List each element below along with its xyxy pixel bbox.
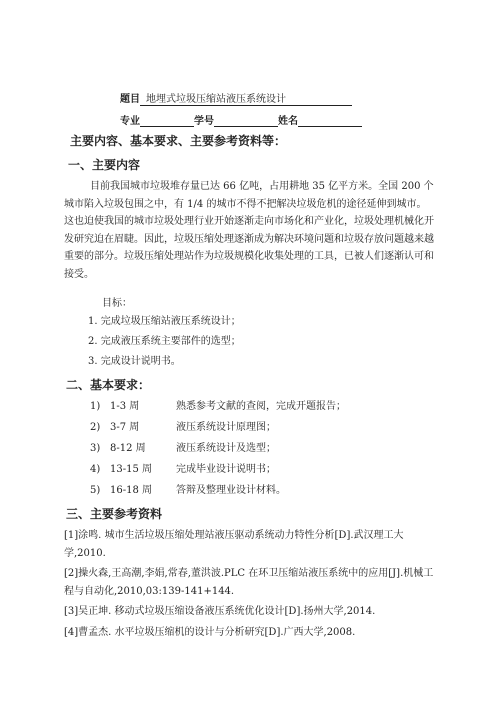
schedule-num: 5): [90, 485, 101, 496]
schedule-item: [90, 417, 346, 438]
meta-row: [120, 112, 362, 127]
reference-item: [3]吴正坤. 移动式垃圾压缩设备液压系统优化设计[D].扬州大学,2014.: [64, 606, 376, 617]
section3-heading: 三、主要参考资料: [66, 507, 163, 521]
section2-heading: 二、基本要求：: [66, 378, 151, 392]
student-id-blank: [214, 115, 278, 127]
goal-label: 目标：: [102, 298, 132, 309]
schedule-period: 1-3 周: [110, 401, 140, 412]
section1-heading: 一、主要内容: [68, 158, 141, 172]
schedule-list: [90, 396, 346, 501]
title-value: 地埋式垃圾压缩站液压系统设计: [140, 90, 352, 106]
goal-list: [88, 312, 241, 372]
name-blank: [298, 115, 362, 127]
schedule-num: 2): [90, 422, 101, 433]
schedule-period: 8-12 周: [110, 443, 146, 454]
goal-item: 3. 完成设计说明书。: [88, 356, 181, 367]
schedule-num: 1): [90, 401, 101, 412]
schedule-period: 3-7 周: [110, 422, 140, 433]
goal-item: 2. 完成液压系统主要部件的选型；: [88, 336, 241, 347]
schedule-period: 13-15 周: [110, 464, 153, 475]
main-heading: 主要内容、基本要求、主要参考资料等：: [70, 134, 287, 148]
schedule-task: 液压系统设计原理图；: [176, 422, 276, 433]
title-row: [120, 90, 352, 106]
schedule-task: 答辩及整理业设计材料。: [176, 485, 286, 496]
schedule-task: 完成毕业设计说明书；: [176, 464, 276, 475]
schedule-item: [90, 438, 346, 459]
schedule-item: [90, 459, 346, 480]
schedule-item: [90, 480, 346, 501]
student-id-label: 学号: [194, 116, 214, 127]
major-blank: [140, 115, 194, 127]
title-label: 题目: [120, 94, 140, 105]
schedule-num: 3): [90, 443, 101, 454]
schedule-task: 熟悉参考文献的查阅，完成开题报告；: [176, 401, 346, 412]
reference-item: [1]涂鸣. 城市生活垃圾压缩处理站液压驱动系统动力特性分析[D].武汉理工大学,2010.: [64, 530, 404, 559]
schedule-task: 液压系统设计及选型；: [176, 443, 276, 454]
reference-item: [4]曹孟杰. 水平垃圾压缩机的设计与分析研究[D].广西大学,2008.: [64, 627, 356, 638]
name-label: 姓名: [278, 116, 298, 127]
section1-paragraph: 目前我国城市垃圾堆存量已达 66 亿吨，占用耕地 35 亿平方米。全国 200 个城市陷入垃圾包围之中，有 1/4 的城市不得不把解决垃圾危机的途径延伸到城市。这也迫使我国的城市垃圾处理行业开始逐渐走向市场化和产业化，垃圾处理机械化开发研究迫在眉睫。因此，垃圾压缩处理逐渐成为解决环境问题和垃圾存放问题越来越重要的部分。垃圾压缩处理站作为垃圾规模化收集处理的工具，已被人们逐渐认可和接受。: [64, 181, 434, 280]
goal-item: 1. 完成垃圾压缩站液压系统设计；: [88, 316, 241, 327]
schedule-period: 16-18 周: [110, 485, 153, 496]
schedule-item: [90, 396, 346, 417]
reference-item: [2]操火森,王高潮,李娟,常春,董洪波.PLC 在环卫压缩站液压系统中的应用[J].机械工程与自动化,2010,03:139-141+144.: [64, 568, 434, 597]
major-label: 专业: [120, 116, 140, 127]
schedule-num: 4): [90, 464, 101, 475]
